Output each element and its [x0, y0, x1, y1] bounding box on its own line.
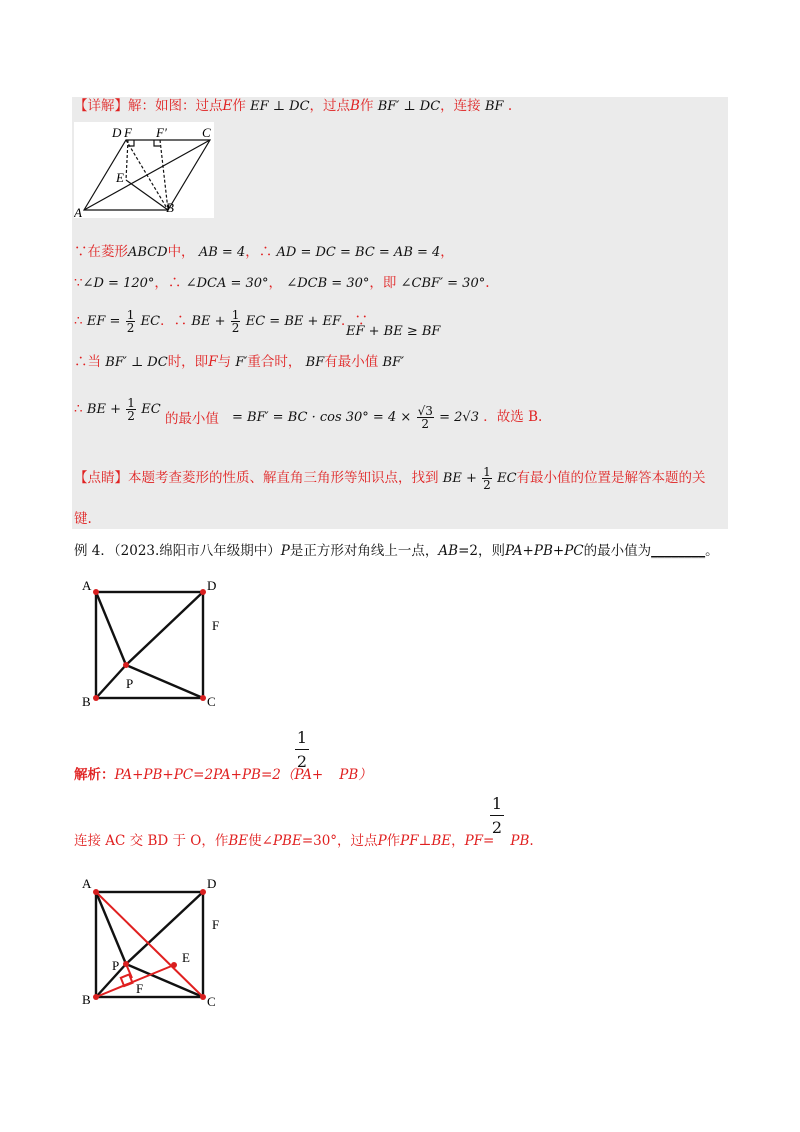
label-d: D: [112, 125, 122, 140]
math-ab: AB = 4: [198, 245, 246, 260]
fraction-denominator: 2: [126, 321, 135, 335]
fraction-half: [482, 466, 492, 491]
math-be: BE: [228, 833, 249, 849]
detail-line-4-ineq: [346, 322, 440, 341]
fraction-denominator: 2: [127, 409, 135, 423]
example-4-question: [74, 542, 719, 560]
detail-line-6: [74, 396, 219, 427]
detail-text: .: [485, 275, 490, 291]
fraction-numerator: 1: [296, 728, 308, 747]
fraction-denominator: 2: [490, 815, 504, 837]
label-d: D: [207, 578, 217, 593]
square-figure: [76, 575, 226, 715]
label-c: C: [202, 125, 211, 140]
fraction-numerator: 1: [491, 794, 503, 813]
label-d: D: [207, 876, 217, 891]
question-text: 的最小值为: [583, 543, 652, 559]
rhombus-figure: [74, 122, 214, 218]
math-ef: EF =: [86, 314, 121, 329]
detail-text: 中，: [167, 244, 195, 260]
math-ab: AB: [438, 543, 459, 559]
label-p: P: [126, 676, 134, 691]
solution-fraction: [295, 728, 309, 771]
question-text: 。: [705, 543, 719, 559]
fraction-half: [126, 309, 136, 334]
detail-text: ．∵: [341, 313, 369, 329]
detail-text: ，∴: [154, 275, 182, 291]
label-a: A: [82, 876, 92, 891]
label-b: B: [166, 200, 174, 215]
fraction-numerator: 1: [483, 465, 491, 479]
math-perp-ef: EF ⊥ DC: [250, 99, 310, 114]
detail-tag: 【详解】: [74, 98, 128, 114]
math-perp-condition: BF′ ⊥ DC: [105, 355, 168, 370]
math-bf: BF: [484, 99, 504, 114]
detail-text: ∴当: [74, 354, 101, 370]
comment-text: 键.: [74, 511, 92, 527]
connect-text: =30°，过点: [301, 833, 378, 849]
label-c: C: [207, 994, 216, 1009]
detail-text: 有最小值: [324, 354, 379, 370]
detail-text: 作: [359, 98, 374, 114]
label-a: A: [74, 205, 82, 218]
fraction-half: [231, 309, 241, 334]
detail-line-1: [74, 97, 512, 116]
comment-tag: 【点睛】: [74, 470, 128, 486]
label-e: E: [182, 950, 190, 965]
math-pbe: PBE: [272, 833, 302, 849]
connect-text: 作: [386, 833, 401, 849]
math-result: = 2√3: [439, 410, 479, 425]
math-angle-d: ∠D = 120°: [82, 276, 155, 291]
label-f-prime: F′: [156, 125, 167, 140]
comment-line-2: [74, 510, 92, 528]
math-perp-bf: BF′ ⊥ DC: [377, 99, 441, 114]
square-construction-figure: [76, 872, 226, 1012]
connect-text: 使∠: [248, 833, 273, 849]
comment-text: 有最小值的位置是解答本题的关: [516, 470, 706, 486]
point-p: P: [377, 833, 387, 849]
detail-text: 与: [217, 354, 232, 370]
example-label: 例 4．: [74, 543, 114, 559]
label-f-foot: F: [136, 981, 144, 996]
detail-text: 重合时，: [247, 354, 302, 370]
detail-text: 的最小值: [164, 411, 219, 427]
math-f-prime: F′: [235, 355, 248, 370]
math-be-plus: BE +: [442, 471, 477, 486]
detail-text: ∵在菱形: [74, 244, 128, 260]
detail-text: ∴: [74, 401, 83, 417]
connect-text: 连接 AC 交 BD 于 O，作: [74, 833, 229, 849]
solution-label: 解析：: [74, 767, 115, 783]
answer-text: ．故选 B.: [483, 409, 543, 425]
math-sum: EC = BE + EF: [245, 314, 342, 329]
detail-text: ∴: [74, 313, 83, 329]
detail-text: ，连接: [440, 98, 481, 114]
detail-line-5: [74, 353, 404, 372]
math-inequality: EF + BE ≥ BF: [346, 324, 441, 339]
detail-line-3: [74, 274, 490, 293]
solution-expr: PA+PB+PC=2PA+PB=2（PA+: [114, 767, 324, 783]
detail-line-2: [74, 243, 454, 262]
fraction-denominator: 2: [483, 478, 491, 492]
connect-text: =: [483, 833, 495, 849]
math-bf: BF: [305, 355, 325, 370]
fraction-denominator: 2: [421, 417, 430, 431]
label-b: B: [82, 694, 91, 709]
point-e: E: [222, 98, 233, 114]
math-pf: PF: [464, 833, 484, 849]
math-be: BE: [431, 833, 452, 849]
answer-blank: ________: [651, 543, 706, 559]
label-b: B: [82, 992, 91, 1007]
connect-text: .: [529, 833, 534, 849]
detail-text: ，即: [369, 275, 397, 291]
connect-fraction: [490, 794, 504, 837]
math-ec: EC: [141, 402, 161, 417]
math-pb: PB: [510, 833, 530, 849]
label-f: F: [124, 125, 132, 140]
detail-text: ．∴: [160, 313, 188, 329]
fraction-numerator: 1: [231, 308, 240, 322]
comment-line-1: [74, 466, 706, 491]
math-sum: PA+PB+PC: [504, 543, 584, 559]
example-source: （2023.绵阳市八年级期中）: [113, 543, 281, 559]
math-equal-sides: AD = DC = BC = AB = 4: [276, 245, 441, 260]
connect-text: ⊥: [418, 833, 432, 849]
point-b: B: [350, 98, 360, 114]
question-text: =2，则: [458, 543, 505, 559]
comment-text: 本题考查菱形的性质、解直角三角形等知识点，找到: [128, 470, 439, 486]
solution-expr-end: PB）: [339, 767, 372, 783]
fraction-denominator: 2: [231, 321, 240, 335]
connect-text: ，: [451, 833, 465, 849]
point-p: P: [280, 543, 290, 559]
detail-text: ，: [440, 244, 454, 260]
math-abcd: ABCD: [128, 245, 168, 260]
detail-text: ，∴: [245, 244, 273, 260]
label-e: E: [116, 170, 124, 185]
connect-line: [74, 832, 534, 850]
detail-text: ∵: [74, 275, 83, 291]
math-cos-eq: = BF′ = BC · cos 30° = 4 ×: [232, 410, 412, 425]
math-be-plus: BE +: [191, 314, 226, 329]
detail-text: ，过点: [309, 98, 351, 114]
math-angle-dca: ∠DCA = 30°: [185, 276, 269, 291]
solution-line: [74, 766, 372, 784]
detail-line-4: [74, 309, 368, 334]
point-f: F: [208, 354, 218, 370]
fraction-numerator: √3: [417, 404, 433, 418]
label-f: F: [212, 917, 220, 932]
label-p: P: [112, 958, 120, 973]
fraction-sqrt3-over-2: [417, 405, 434, 430]
detail-text: ，: [268, 275, 283, 291]
math-pf: PF: [400, 833, 419, 849]
label-a: A: [82, 578, 92, 593]
fraction-denominator: 2: [295, 749, 309, 771]
math-bf-prime: BF′: [382, 355, 405, 370]
question-text: 是正方形对角线上一点，: [289, 543, 439, 559]
detail-text: 作: [232, 98, 246, 114]
math-angle-cbf: ∠CBF′ = 30°: [400, 276, 486, 291]
math-ec: EC: [497, 471, 517, 486]
fraction-numerator: 1: [127, 396, 135, 410]
detail-text: .: [507, 98, 513, 114]
detail-text: 解：如图：过点: [128, 98, 223, 114]
math-ec: EC: [140, 314, 161, 329]
label-f: F: [212, 618, 220, 633]
fraction-numerator: 1: [126, 308, 135, 322]
fraction-half: [126, 397, 136, 422]
math-be-plus: BE +: [86, 402, 121, 417]
detail-text: 时，即: [167, 354, 209, 370]
label-c: C: [207, 694, 216, 709]
detail-line-6-eq: [232, 405, 542, 430]
math-angle-dcb: ∠DCB = 30°: [286, 276, 370, 291]
